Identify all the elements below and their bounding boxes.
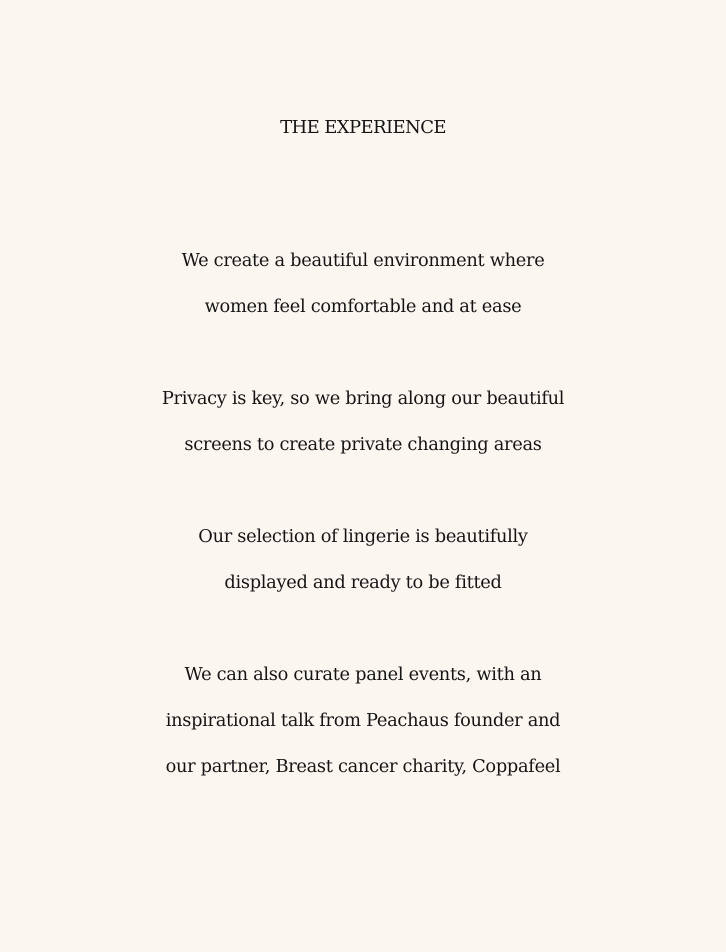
panel-events-line-3: our partner, Breast cancer charity, Coppafeel [165, 756, 561, 777]
panel-events-line-2: inspirational talk from Peachaus founder and [165, 710, 561, 731]
lingerie-line-2: displayed and ready to be fitted [224, 572, 502, 593]
privacy-line-2: screens to create private changing areas [184, 434, 542, 455]
environment-line-1: We create a beautiful environment where [181, 250, 545, 271]
environment-paragraph [0, 238, 726, 330]
experience-copy [0, 238, 726, 790]
panel-events-paragraph [0, 652, 726, 790]
section-title: THE EXPERIENCE [280, 117, 446, 138]
lingerie-line-1: Our selection of lingerie is beautifully [198, 526, 528, 547]
panel-events-line-1: We can also curate panel events, with an [184, 664, 542, 685]
environment-line-2: women feel comfortable and at ease [204, 296, 522, 317]
lingerie-paragraph [0, 514, 726, 606]
privacy-paragraph [0, 376, 726, 468]
privacy-line-1: Privacy is key, so we bring along our beautiful [161, 388, 565, 409]
